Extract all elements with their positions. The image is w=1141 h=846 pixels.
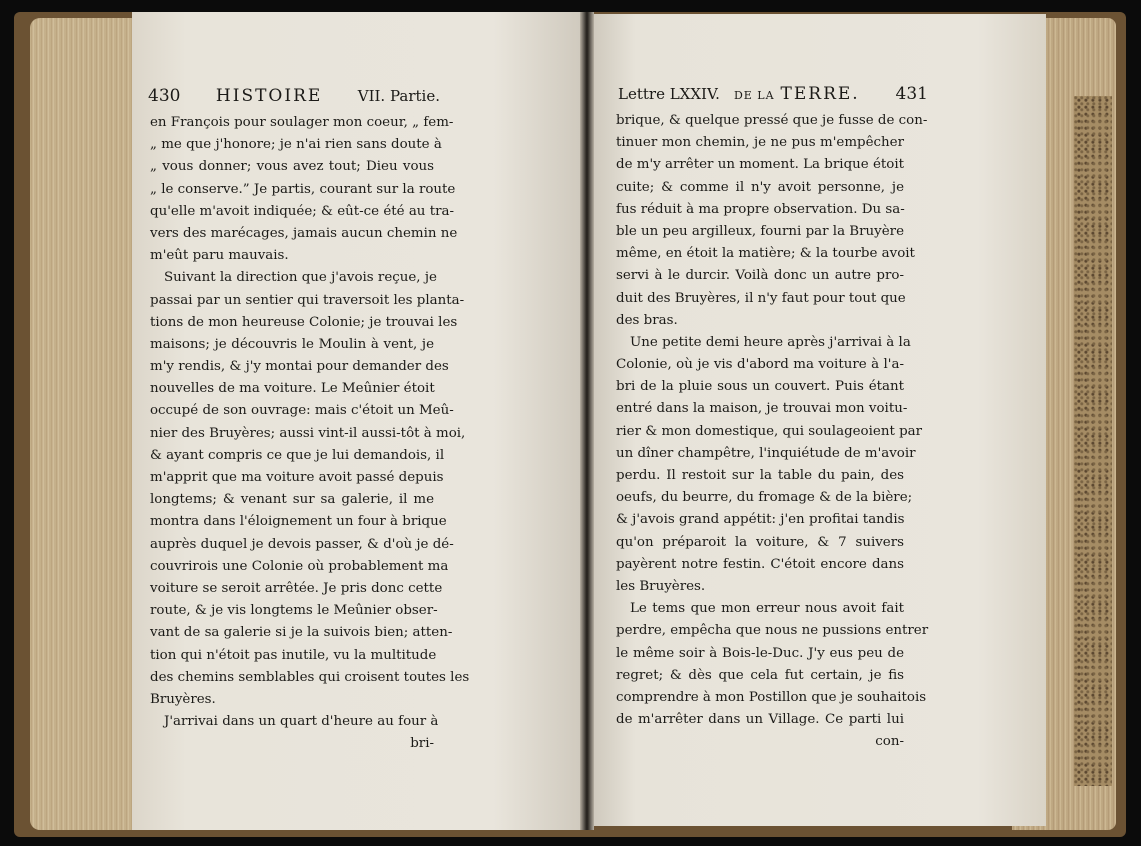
book-gutter xyxy=(580,12,594,830)
text-line: Suivant la direction que j'avois reçue, je xyxy=(164,270,437,286)
right-letter-label: Lettre LXXIV. xyxy=(618,85,720,103)
left-running-title: HISTOIRE xyxy=(215,86,323,106)
text-line: bri- xyxy=(410,736,434,752)
text-line: un dîner champêtre, l'inquiétude de m'avoir xyxy=(616,445,916,461)
text-line: bri de la pluie sous un couvert. Puis étant xyxy=(616,379,904,395)
text-line: & j'avois grand appétit: j'en profitai tandis xyxy=(616,512,905,528)
text-line: & ayant compris ce que je lui demandois, il xyxy=(150,447,445,463)
text-line: payèrent notre festin. C'étoit encore dans xyxy=(616,556,904,572)
text-line: occupé de son ouvrage: mais c'étoit un Meû- xyxy=(150,403,454,419)
text-line: m'eût paru mauvais. xyxy=(150,248,289,264)
right-de-la: DE LA xyxy=(733,89,775,102)
left-body-text xyxy=(150,112,470,755)
text-line: Bruyères. xyxy=(150,691,216,707)
text-line: ble un peu argilleux, fourni par la Bruyère xyxy=(616,223,904,239)
text-line: nouvelles de ma voiture. Le Meûnier étoit xyxy=(150,381,435,397)
right-running-header xyxy=(618,84,928,104)
text-line: cuite; & comme il n'y avoit personne, je xyxy=(616,179,904,195)
text-line: tions de mon heureuse Colonie; je trouvai les xyxy=(150,314,458,330)
right-page-number: 431 xyxy=(895,84,928,104)
text-line: tinuer mon chemin, je ne pus m'empêcher xyxy=(616,135,904,151)
text-line: entré dans la maison, je trouvai mon voitu- xyxy=(616,401,908,417)
text-line: perdre, empêcha que nous ne pussions entrer xyxy=(616,623,929,639)
text-line: le même soir à Bois-le-Duc. J'y eus peu de xyxy=(616,645,904,661)
text-line: brique, & quelque pressé que je fusse de con- xyxy=(616,113,928,128)
left-page-number: 430 xyxy=(148,86,181,106)
text-line: comprendre à mon Postillon que je souhaitois xyxy=(616,689,927,705)
text-line: „ me que j'honore; je n'ai rien sans doute à xyxy=(150,137,442,153)
text-line: Une petite demi heure après j'arrivai à la xyxy=(630,334,911,350)
text-line: fus réduit à ma propre observation. Du sa- xyxy=(616,201,905,217)
text-line: montra dans l'éloignement un four à brique xyxy=(150,514,447,530)
right-body-text xyxy=(616,110,929,753)
text-line: perdu. Il restoit sur la table du pain, des xyxy=(616,468,904,483)
left-page xyxy=(132,12,584,830)
text-line: J'arrivai dans un quart d'heure au four à xyxy=(164,714,439,730)
text-line: en François pour soulager mon coeur, „ fem- xyxy=(150,115,454,130)
text-line: m'apprit que ma voiture avoit passé depuis xyxy=(150,470,444,485)
text-line: auprès duquel je devois passer, & d'où je dé- xyxy=(150,536,454,552)
text-line: de m'arrêter dans un Village. Ce parti lui xyxy=(616,712,904,728)
text-line: Le tems que mon erreur nous avoit fait xyxy=(630,601,904,617)
text-line: Colonie, où je vis d'abord ma voiture à l'a- xyxy=(616,357,904,373)
text-line: vers des marécages, jamais aucun chemin ne xyxy=(150,225,458,241)
text-line: rier & mon domestique, qui soulageoient par xyxy=(616,423,923,439)
text-line: qu'on préparoit la voiture, & 7 suivers xyxy=(616,534,904,550)
text-line: nier des Bruyères; aussi vint-il aussi-tôt à moi, xyxy=(150,425,466,441)
text-line: oeufs, du beurre, du fromage & de la bière; xyxy=(616,490,913,506)
text-line: route, & je vis longtems le Meûnier obser- xyxy=(150,603,438,619)
text-line: m'y rendis, & j'y montai pour demander des xyxy=(150,359,449,375)
text-line: de m'y arrêter un moment. La brique étoit xyxy=(616,157,904,173)
text-line: con- xyxy=(875,734,904,750)
left-page-block-edge xyxy=(30,18,142,830)
text-line: servi à le durcir. Voilà donc un autre pro- xyxy=(616,268,904,284)
text-line: des chemins semblables qui croisent toutes les xyxy=(150,669,470,685)
speckled-edge xyxy=(1074,96,1112,786)
text-line: couvrirois une Colonie où probablement ma xyxy=(150,558,449,574)
text-line: maisons; je découvris le Moulin à vent, je xyxy=(150,336,434,352)
text-line: voiture se seroit arrêtée. Je pris donc cette xyxy=(150,580,443,596)
text-line: passai par un sentier qui traversoit les planta- xyxy=(150,292,465,308)
left-part-label: VII. Partie. xyxy=(357,87,440,105)
text-line: „ vous donner; vous avez tout; Dieu vous xyxy=(150,159,434,175)
left-running-header xyxy=(148,86,440,106)
text-line: tion qui n'étoit pas inutile, vu la multitude xyxy=(150,647,437,663)
text-line: qu'elle m'avoit indiquée; & eût-ce été au tra- xyxy=(150,203,454,219)
right-running-title: TERRE. xyxy=(780,84,860,104)
right-page xyxy=(590,14,1046,826)
text-line: des bras. xyxy=(616,312,678,328)
text-line: longtems; & venant sur sa galerie, il me xyxy=(150,492,434,508)
text-line: regret; & dès que cela fut certain, je fis xyxy=(616,667,904,683)
text-line: duit des Bruyères, il n'y faut pour tout que xyxy=(616,290,906,306)
text-line: „ le conserve.” Je partis, courant sur la route xyxy=(150,181,456,197)
text-line: vant de sa galerie si je la suivois bien; atten- xyxy=(150,625,453,641)
text-line: les Bruyères. xyxy=(616,578,706,594)
text-line: même, en étoit la matière; & la tourbe avoit xyxy=(616,246,915,262)
